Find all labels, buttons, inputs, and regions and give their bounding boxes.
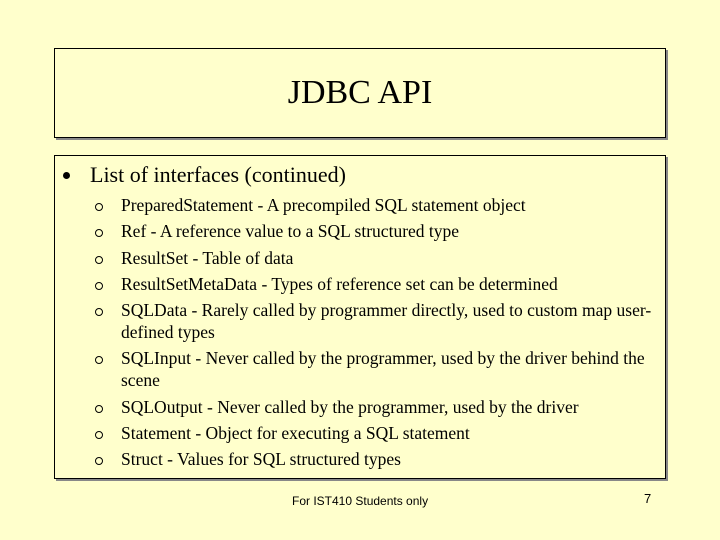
hollow-circle-bullet-icon [95, 256, 103, 264]
list-item-text: Ref - A reference value to a SQL structured type [121, 221, 460, 242]
interface-list [95, 194, 660, 475]
list-item-text: SQLOutput - Never called by the programmer, used by the driver [121, 396, 579, 417]
title-box [54, 48, 666, 138]
list-item-text: SQLData - Rarely called by programmer directly, used to custom map user-defined types [121, 300, 652, 343]
hollow-circle-bullet-icon [95, 282, 103, 290]
main-bullet-text: List of interfaces (continued) [90, 162, 346, 187]
hollow-circle-bullet-icon [95, 405, 103, 413]
list-item [95, 220, 660, 242]
list-item [95, 194, 660, 216]
page-number: 7 [644, 491, 652, 506]
list-item-text: Struct - Values for SQL structured types [121, 449, 401, 470]
list-item [95, 448, 660, 470]
list-item [95, 273, 660, 295]
list-item-text: SQLInput - Never called by the programmer, used by the driver behind the scene [121, 348, 645, 391]
hollow-circle-bullet-icon [95, 308, 103, 316]
list-item [95, 347, 660, 391]
hollow-circle-bullet-icon [95, 229, 103, 237]
list-item-text: ResultSetMetaData - Types of reference set can be determined [121, 273, 558, 294]
filled-circle-bullet-icon [63, 172, 70, 179]
list-item-text: ResultSet - Table of data [121, 247, 294, 268]
hollow-circle-bullet-icon [95, 457, 103, 465]
list-item-text: PreparedStatement - A precompiled SQL statement object [121, 195, 526, 215]
list-item [95, 299, 660, 343]
footer-text: For IST410 Students only [292, 494, 429, 508]
list-item [95, 422, 660, 444]
main-bullet-item [63, 162, 346, 188]
slide-title: JDBC API [287, 74, 433, 111]
content-box [54, 155, 666, 479]
list-item [95, 396, 660, 418]
list-item [95, 247, 660, 269]
hollow-circle-bullet-icon [95, 356, 103, 364]
hollow-circle-bullet-icon [95, 203, 103, 211]
list-item-text: Statement - Object for executing a SQL statement [121, 423, 470, 444]
hollow-circle-bullet-icon [95, 431, 103, 439]
